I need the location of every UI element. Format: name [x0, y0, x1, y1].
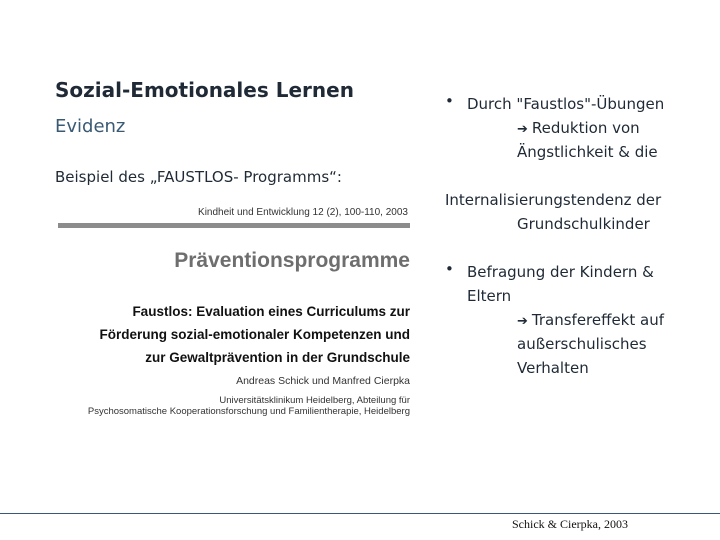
bullet-1-line-3: Internalisierungstendenz der — [445, 191, 662, 209]
article-title — [55, 300, 410, 369]
bullet-2-arrow-text: Transfereffekt auf — [531, 311, 664, 329]
arrow-right-icon: ➔ — [517, 122, 528, 137]
header-divider — [58, 223, 410, 228]
affiliation-line: Universitätsklinikum Heidelberg, Abteilung für — [219, 395, 410, 406]
bullet-1-arrow-text: Reduktion von — [531, 119, 640, 137]
bullet-2-line-1: Befragung der Kindern & — [467, 263, 654, 281]
bullet-marker: • — [445, 260, 454, 278]
article-authors: Andreas Schick und Manfred Cierpka — [236, 375, 410, 387]
article-title-line: zur Gewaltprävention in der Grundschule — [145, 350, 410, 365]
bullet-2-line-2: Eltern — [467, 287, 512, 305]
slide-subtitle: Evidenz — [55, 116, 126, 137]
bullet-1-arrow-line — [517, 116, 640, 142]
bullet-1-line-2: Ängstlichkeit & die — [517, 143, 658, 161]
example-label: Beispiel des „FAUSTLOS- Programms“: — [55, 168, 342, 186]
article-title-line: Faustlos: Evaluation eines Curriculums zur — [132, 304, 410, 319]
footer-source: Schick & Cierpka, 2003 — [512, 517, 628, 531]
bullet-1-line-1: Durch "Faustlos"-Übungen — [467, 95, 665, 113]
article-affiliation — [60, 395, 410, 417]
article-title-line: Förderung sozial-emotionaler Kompetenzen und — [99, 327, 410, 342]
bullet-2-line-4: Verhalten — [517, 359, 589, 377]
journal-citation: Kindheit und Entwicklung 12 (2), 100-110, 2003 — [198, 207, 408, 218]
slide-title: Sozial-Emotionales Lernen — [55, 78, 354, 102]
arrow-right-icon: ➔ — [517, 314, 528, 329]
bullet-1-line-4: Grundschulkinder — [517, 215, 650, 233]
section-heading: Präventionsprogramme — [174, 249, 410, 272]
affiliation-line: Psychosomatische Kooperationsforschung und Familientherapie, Heidelberg — [87, 406, 410, 417]
footer-divider — [0, 513, 720, 514]
bullet-marker: • — [445, 92, 454, 110]
bullet-2-arrow-line — [517, 308, 664, 334]
bullet-2-line-3: außerschulisches — [517, 335, 647, 353]
